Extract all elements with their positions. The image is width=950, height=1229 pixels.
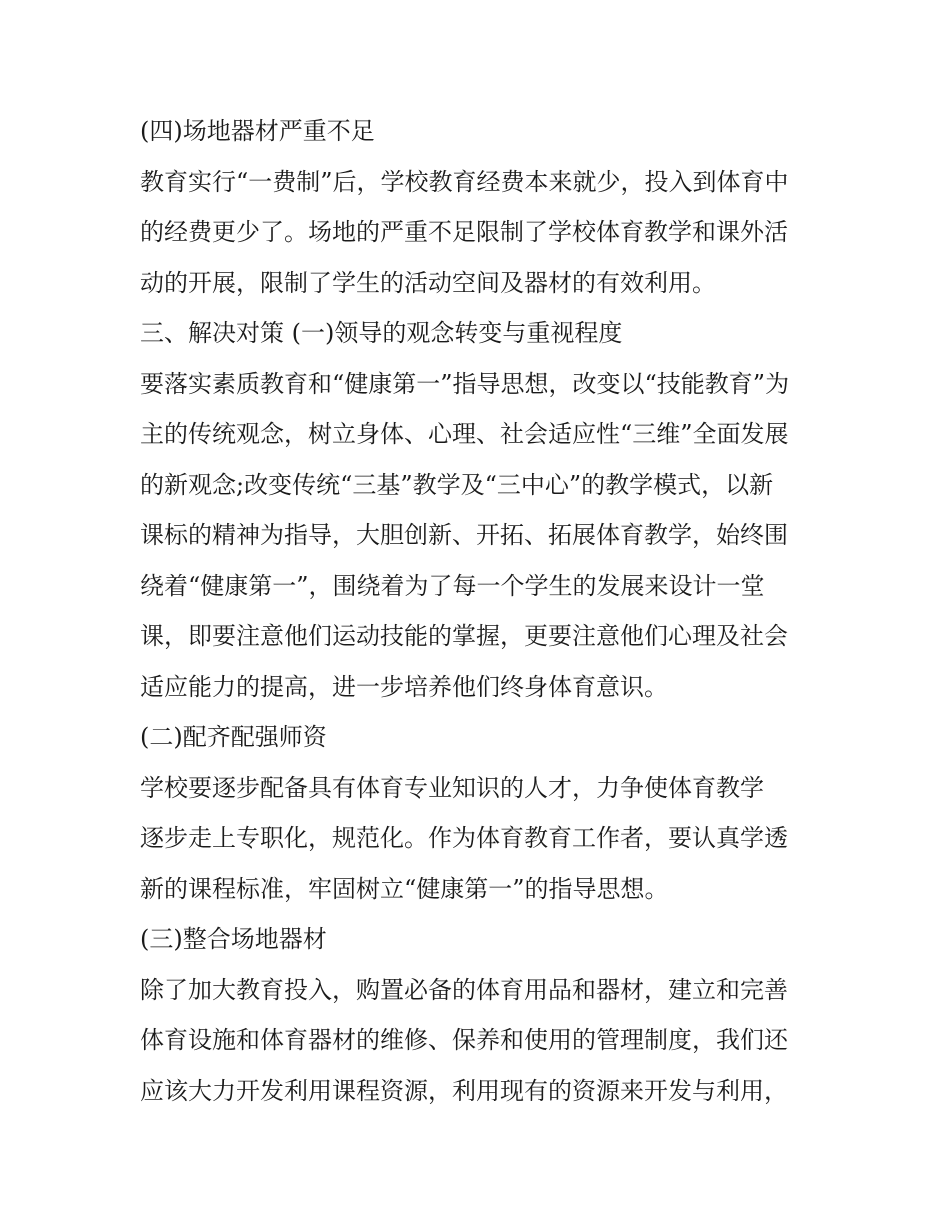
paragraph-line: 课标的精神为指导，大胆创新、开拓、拓展体育教学，始终围	[140, 521, 788, 549]
paragraph-line: 新的课程标准，牢固树立“健康第一”的指导思想。	[140, 874, 669, 903]
paragraph-line: 要落实素质教育和“健康第一”指导思想，改变以“技能教育”为	[140, 369, 790, 398]
section-heading: (三)整合场地器材	[140, 925, 327, 953]
paragraph-line: 主的传统观念，树立身体、心理、社会适应性“三维”全面发展	[140, 420, 789, 448]
paragraph-line: 逐步走上专职化，规范化。作为体育教育工作者，要认真学透	[140, 824, 788, 852]
section-heading: (四)场地器材严重不足	[140, 117, 375, 145]
section-heading: 三、解决对策 (一)领导的观念转变与重视程度	[140, 319, 623, 347]
paragraph-line: 动的开展，限制了学生的活动空间及器材的有效利用。	[140, 268, 716, 297]
paragraph-line: 应该大力开发利用课程资源，利用现有的资源来开发与利用，	[140, 1076, 788, 1105]
paragraph-line: 的新观念;改变传统“三基”教学及“三中心”的教学模式，以新	[140, 470, 774, 499]
paragraph-line: 的经费更少了。场地的严重不足限制了学校体育教学和课外活	[140, 218, 788, 246]
paragraph-line: 除了加大教育投入，购置必备的体育用品和器材，建立和完善	[140, 975, 788, 1004]
paragraph-line: 体育设施和体育器材的维修、保养和使用的管理制度，我们还	[140, 1026, 788, 1054]
paragraph-line: 绕着“健康第一”，围绕着为了每一个学生的发展来设计一堂	[140, 571, 765, 600]
paragraph-line: 学校要逐步配备具有体育专业知识的人才，力争使体育教学	[140, 773, 764, 802]
paragraph-line: 课，即要注意他们运动技能的掌握，更要注意他们心理及社会	[140, 622, 788, 650]
paragraph-line: 教育实行“一费制”后，学校教育经费本来就少，投入到体育中	[140, 167, 789, 196]
paragraph-line: 适应能力的提高，进一步培养他们终身体育意识。	[140, 672, 668, 701]
document-body	[140, 106, 820, 1116]
section-heading: (二)配齐配强师资	[140, 723, 327, 751]
